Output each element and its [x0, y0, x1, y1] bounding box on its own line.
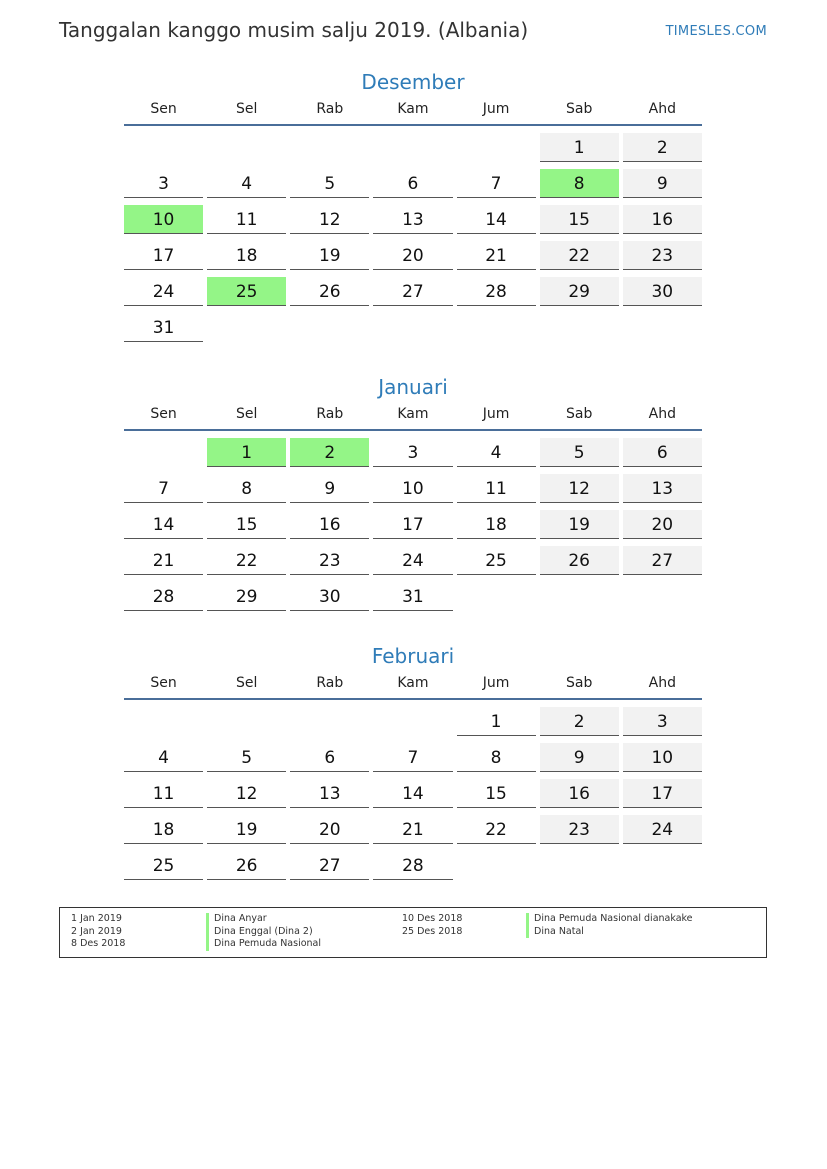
day-number[interactable]: 14	[373, 779, 452, 808]
day-cell	[288, 543, 371, 579]
day-grid	[122, 130, 704, 346]
holiday-day[interactable]: 10	[124, 205, 203, 234]
day-number[interactable]: 14	[457, 205, 536, 234]
day-number[interactable]: 20	[373, 241, 452, 270]
day-number[interactable]: 25	[124, 851, 203, 880]
day-cell	[455, 435, 538, 471]
day-grid	[122, 704, 704, 884]
day-cell	[371, 848, 454, 884]
day-cell	[621, 238, 704, 274]
weekday-label: Sel	[235, 675, 258, 691]
day-cell	[205, 543, 288, 579]
legend-date: 1 Jan 2019	[71, 913, 122, 924]
weekday-label: Sel	[235, 101, 258, 117]
day-number[interactable]: 15	[207, 510, 286, 539]
weekday-label: Jum	[482, 675, 510, 691]
empty-cell	[205, 704, 288, 740]
day-cell	[371, 471, 454, 507]
day-number[interactable]: 27	[373, 277, 452, 306]
day-cell	[371, 812, 454, 848]
day-cell	[122, 848, 205, 884]
day-number[interactable]: 23	[623, 241, 702, 270]
day-cell	[288, 274, 371, 310]
day-cell	[288, 848, 371, 884]
day-number[interactable]: 16	[540, 779, 619, 808]
day-cell	[288, 471, 371, 507]
header-rule	[124, 698, 702, 700]
day-cell	[621, 202, 704, 238]
day-number[interactable]: 31	[124, 313, 203, 342]
day-number[interactable]: 7	[457, 169, 536, 198]
day-cell	[455, 274, 538, 310]
day-number[interactable]: 27	[623, 546, 702, 575]
day-number[interactable]: 2	[540, 707, 619, 736]
day-number[interactable]: 31	[373, 582, 452, 611]
day-cell	[455, 202, 538, 238]
day-cell	[205, 848, 288, 884]
day-cell	[538, 740, 621, 776]
day-grid	[122, 435, 704, 615]
day-cell	[538, 812, 621, 848]
weekday-label: Kam	[397, 101, 429, 117]
day-cell	[538, 435, 621, 471]
day-cell	[455, 776, 538, 812]
day-cell	[538, 543, 621, 579]
day-number[interactable]: 22	[457, 815, 536, 844]
header-rule	[124, 429, 702, 431]
legend-date: 10 Des 2018	[402, 913, 463, 924]
day-number[interactable]: 30	[623, 277, 702, 306]
day-cell	[455, 238, 538, 274]
day-cell	[122, 310, 205, 346]
day-cell	[288, 435, 371, 471]
day-cell	[538, 166, 621, 202]
day-number[interactable]: 24	[124, 277, 203, 306]
day-number[interactable]: 15	[540, 205, 619, 234]
day-number[interactable]: 28	[124, 582, 203, 611]
day-cell	[371, 579, 454, 615]
day-number[interactable]: 17	[373, 510, 452, 539]
day-cell	[288, 238, 371, 274]
legend-dates-right	[402, 913, 462, 938]
day-cell	[122, 579, 205, 615]
month-title: Februari	[371, 644, 455, 668]
day-number[interactable]: 23	[290, 546, 369, 575]
day-number[interactable]: 26	[207, 851, 286, 880]
empty-cell	[122, 704, 205, 740]
day-cell	[621, 740, 704, 776]
day-number[interactable]: 12	[207, 779, 286, 808]
day-cell	[288, 812, 371, 848]
day-cell	[205, 776, 288, 812]
weekday-header	[122, 671, 704, 698]
weekday-label: Rab	[316, 101, 344, 117]
day-number[interactable]: 4	[207, 169, 286, 198]
day-cell	[122, 202, 205, 238]
day-cell	[538, 202, 621, 238]
weekday-label: Ahd	[648, 675, 676, 691]
day-cell	[205, 507, 288, 543]
day-number[interactable]: 30	[290, 582, 369, 611]
day-cell	[621, 166, 704, 202]
day-cell	[538, 274, 621, 310]
weekday-header	[122, 402, 704, 429]
month-december	[122, 67, 704, 346]
weekday-label: Kam	[397, 675, 429, 691]
day-number[interactable]: 3	[124, 169, 203, 198]
day-number[interactable]: 9	[290, 474, 369, 503]
day-cell	[122, 238, 205, 274]
day-cell	[371, 202, 454, 238]
day-cell	[288, 202, 371, 238]
day-number[interactable]: 21	[124, 546, 203, 575]
day-number[interactable]: 26	[290, 277, 369, 306]
weekday-label: Ahd	[648, 406, 676, 422]
day-cell	[621, 274, 704, 310]
day-cell	[205, 238, 288, 274]
day-cell	[455, 704, 538, 740]
day-cell	[538, 776, 621, 812]
day-cell	[371, 740, 454, 776]
day-cell	[455, 812, 538, 848]
weekday-label: Rab	[316, 406, 344, 422]
day-number[interactable]: 11	[124, 779, 203, 808]
day-cell	[455, 740, 538, 776]
day-cell	[122, 471, 205, 507]
day-number[interactable]: 1	[540, 133, 619, 162]
legend-holiday-name: Dina Anyar	[206, 913, 321, 926]
day-cell	[621, 130, 704, 166]
day-number[interactable]: 24	[373, 546, 452, 575]
day-number[interactable]: 18	[124, 815, 203, 844]
weekday-label: Kam	[397, 406, 429, 422]
legend-holiday-name: Dina Natal	[526, 926, 693, 939]
day-number[interactable]: 27	[290, 851, 369, 880]
day-number[interactable]: 22	[540, 241, 619, 270]
day-number[interactable]: 6	[623, 438, 702, 467]
day-number[interactable]: 13	[290, 779, 369, 808]
day-number[interactable]: 13	[373, 205, 452, 234]
day-number[interactable]: 19	[540, 510, 619, 539]
day-number[interactable]: 14	[124, 510, 203, 539]
day-cell	[205, 274, 288, 310]
holiday-legend	[59, 907, 767, 958]
day-cell	[122, 776, 205, 812]
day-number[interactable]: 7	[373, 743, 452, 772]
day-number[interactable]: 10	[373, 474, 452, 503]
day-number[interactable]: 12	[540, 474, 619, 503]
day-number[interactable]: 5	[540, 438, 619, 467]
day-cell	[122, 507, 205, 543]
day-cell	[205, 812, 288, 848]
day-number[interactable]: 7	[124, 474, 203, 503]
day-number[interactable]: 6	[290, 743, 369, 772]
empty-cell	[371, 130, 454, 166]
day-cell	[122, 543, 205, 579]
day-cell	[205, 166, 288, 202]
day-cell	[621, 812, 704, 848]
header-rule	[124, 124, 702, 126]
day-cell	[371, 238, 454, 274]
day-cell	[205, 435, 288, 471]
day-number[interactable]: 11	[457, 474, 536, 503]
day-number[interactable]: 16	[623, 205, 702, 234]
day-cell	[371, 543, 454, 579]
day-cell	[621, 471, 704, 507]
day-number[interactable]: 19	[207, 815, 286, 844]
day-cell	[621, 543, 704, 579]
day-cell	[371, 166, 454, 202]
day-number[interactable]: 17	[623, 779, 702, 808]
day-cell	[205, 471, 288, 507]
day-number[interactable]: 13	[623, 474, 702, 503]
day-cell	[371, 776, 454, 812]
day-number[interactable]: 5	[290, 169, 369, 198]
empty-cell	[371, 704, 454, 740]
day-cell	[371, 507, 454, 543]
day-number[interactable]: 20	[290, 815, 369, 844]
day-number[interactable]: 21	[457, 241, 536, 270]
empty-cell	[122, 130, 205, 166]
day-cell	[371, 435, 454, 471]
empty-cell	[288, 130, 371, 166]
brand-logo[interactable]: TIMESLES.COM	[665, 24, 767, 39]
day-number[interactable]: 26	[540, 546, 619, 575]
day-cell	[288, 579, 371, 615]
day-cell	[122, 812, 205, 848]
weekday-label: Ahd	[648, 101, 676, 117]
day-number[interactable]: 8	[207, 474, 286, 503]
legend-holiday-name: Dina Pemuda Nasional dianakake	[526, 913, 693, 926]
weekday-label: Jum	[482, 406, 510, 422]
day-cell	[205, 202, 288, 238]
day-number[interactable]: 23	[540, 815, 619, 844]
day-number[interactable]: 28	[457, 277, 536, 306]
holiday-day[interactable]: 8	[540, 169, 619, 198]
day-cell	[538, 238, 621, 274]
day-number[interactable]: 1	[457, 707, 536, 736]
empty-cell	[122, 435, 205, 471]
day-cell	[455, 166, 538, 202]
weekday-label: Sel	[235, 406, 258, 422]
day-number[interactable]: 10	[623, 743, 702, 772]
day-number[interactable]: 25	[457, 546, 536, 575]
day-number[interactable]: 19	[290, 241, 369, 270]
day-cell	[455, 471, 538, 507]
day-number[interactable]: 18	[457, 510, 536, 539]
weekday-header	[122, 97, 704, 124]
day-number[interactable]: 9	[540, 743, 619, 772]
day-cell	[122, 274, 205, 310]
day-cell	[455, 543, 538, 579]
day-number[interactable]: 21	[373, 815, 452, 844]
day-cell	[538, 507, 621, 543]
empty-cell	[205, 130, 288, 166]
day-number[interactable]: 17	[124, 241, 203, 270]
legend-date: 8 Des 2018	[71, 938, 126, 949]
weekday-label: Rab	[316, 675, 344, 691]
day-cell	[205, 579, 288, 615]
holiday-day[interactable]: 2	[290, 438, 369, 467]
day-number[interactable]: 12	[290, 205, 369, 234]
month-january	[122, 372, 704, 615]
legend-dates-left	[71, 913, 125, 951]
weekday-label: Sab	[566, 101, 593, 117]
day-number[interactable]: 24	[623, 815, 702, 844]
page-title: Tanggalan kanggo musim salju 2019. (Albania)	[59, 18, 529, 42]
legend-names-left	[206, 913, 321, 951]
day-cell	[455, 507, 538, 543]
weekday-label: Jum	[482, 101, 510, 117]
day-number[interactable]: 9	[623, 169, 702, 198]
month-title: Desember	[361, 70, 465, 94]
day-cell	[538, 130, 621, 166]
day-number[interactable]: 28	[373, 851, 452, 880]
day-cell	[288, 740, 371, 776]
day-cell	[122, 166, 205, 202]
empty-cell	[455, 130, 538, 166]
holiday-day[interactable]: 25	[207, 277, 286, 306]
weekday-label: Sab	[566, 406, 593, 422]
weekday-label: Sab	[566, 675, 593, 691]
month-title: Januari	[378, 375, 448, 399]
month-february	[122, 641, 704, 884]
day-number[interactable]: 20	[623, 510, 702, 539]
day-number[interactable]: 4	[124, 743, 203, 772]
day-number[interactable]: 11	[207, 205, 286, 234]
day-cell	[122, 740, 205, 776]
holiday-day[interactable]: 1	[207, 438, 286, 467]
legend-holiday-name: Dina Pemuda Nasional	[206, 938, 321, 951]
day-number[interactable]: 15	[457, 779, 536, 808]
legend-holiday-name: Dina Enggal (Dina 2)	[206, 926, 321, 939]
legend-date: 25 Des 2018	[402, 925, 463, 937]
day-cell	[538, 471, 621, 507]
weekday-label: Sen	[150, 406, 177, 422]
day-cell	[288, 507, 371, 543]
day-number[interactable]: 4	[457, 438, 536, 467]
day-cell	[371, 274, 454, 310]
day-number[interactable]: 8	[457, 743, 536, 772]
day-cell	[621, 435, 704, 471]
day-number[interactable]: 6	[373, 169, 452, 198]
day-number[interactable]: 3	[623, 707, 702, 736]
day-number[interactable]: 18	[207, 241, 286, 270]
day-cell	[205, 740, 288, 776]
legend-date: 2 Jan 2019	[71, 925, 122, 937]
weekday-label: Sen	[150, 675, 177, 691]
day-number[interactable]: 3	[373, 438, 452, 467]
empty-cell	[288, 704, 371, 740]
day-number[interactable]: 29	[207, 582, 286, 611]
legend-names-right	[526, 913, 693, 938]
day-cell	[538, 704, 621, 740]
day-number[interactable]: 16	[290, 510, 369, 539]
day-number[interactable]: 5	[207, 743, 286, 772]
day-cell	[621, 704, 704, 740]
day-cell	[621, 776, 704, 812]
day-cell	[288, 166, 371, 202]
day-cell	[288, 776, 371, 812]
weekday-label: Sen	[150, 101, 177, 117]
day-cell	[621, 507, 704, 543]
day-number[interactable]: 22	[207, 546, 286, 575]
day-number[interactable]: 29	[540, 277, 619, 306]
day-number[interactable]: 2	[623, 133, 702, 162]
